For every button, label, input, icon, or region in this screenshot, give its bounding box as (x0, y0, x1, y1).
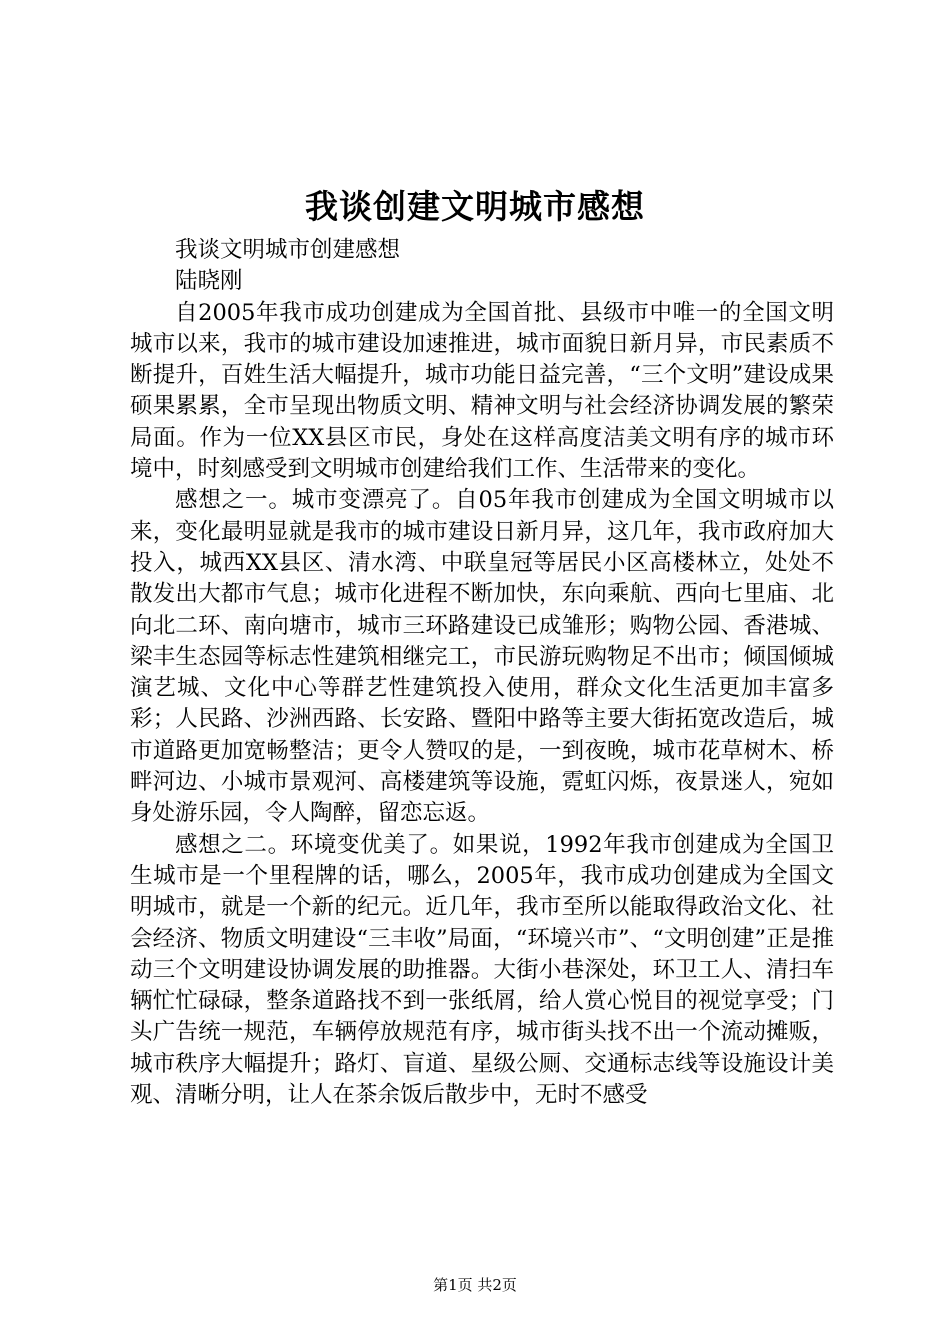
reflection-two-paragraph: 感想之二。环境变优美了。如果说，1992年我市创建成为全国卫生城市是一个里程牌的话，哪么，2005年，我市成功创建成为全国文明城市，就是一个新的纪元。近几年，我市至所以能取得政治文化、社会经济、物质文明建设“三丰收”局面，“环境兴市”、“文明创建”正是推动三个文明建设协调发展的助推器。大街小巷深处，环卫工人、清扫车辆忙忙碌碌，整条道路找不到一张纸屑，给人赏心悦目的视觉享受；门头广告统一规范，车辆停放规范有序，城市街头找不出一个流动摊贩，城市秩序大幅提升；路灯、盲道、星级公厕、交通标志线等设施设计美观、清晰分明，让人在茶余饭后散步中，无时不感受 (130, 831, 834, 1109)
intro-paragraph: 自2005年我市成功创建成为全国首批、县级市中唯一的全国文明城市以来，我市的城市建设加速推进，城市面貌日新月异，市民素质不断提升，百姓生活大幅提升，城市功能日益完善，“三个文明”建设成果硕果累累，全市呈现出物质文明、精神文明与社会经济协调发展的繁荣局面。作为一位XX县区市民，身处在这样高度洁美文明有序的城市环境中，时刻感受到文明城市创建给我们工作、生活带来的变化。 (130, 299, 834, 483)
reflection-one-paragraph: 感想之一。城市变漂亮了。自05年我市创建成为全国文明城市以来，变化最明显就是我市的城市建设日新月异，这几年，我市政府加大投入，城西XX县区、清水湾、中联皇冠等居民小区高楼林立，处处不散发出大都市气息；城市化进程不断加快，东向乘航、西向七里庙、北向北二环、南向塘市，城市三环路建设已成雏形；购物公园、香港城、梁丰生态园等标志性建筑相继完工，市民游玩购物足不出市；倾国倾城演艺城、文化中心等群艺性建筑投入使用，群众文化生活更加丰富多彩；人民路、沙洲西路、长安路、暨阳中路等主要大街拓宽改造后，城市道路更加宽畅整洁；更令人赞叹的是，一到夜晚，城市花草树木、桥畔河边、小城市景观河、高楼建筑等设施，霓虹闪烁，夜景迷人，宛如身处游乐园，令人陶醉，留恋忘返。 (130, 487, 834, 827)
document-title: 我谈创建文明城市感想 (305, 187, 645, 226)
page-footer: 第1页 共2页 (433, 1276, 517, 1294)
subtitle-paragraph: 我谈文明城市创建感想 (175, 237, 401, 263)
document-body (130, 235, 834, 1111)
author-paragraph: 陆晓刚 (175, 268, 243, 295)
